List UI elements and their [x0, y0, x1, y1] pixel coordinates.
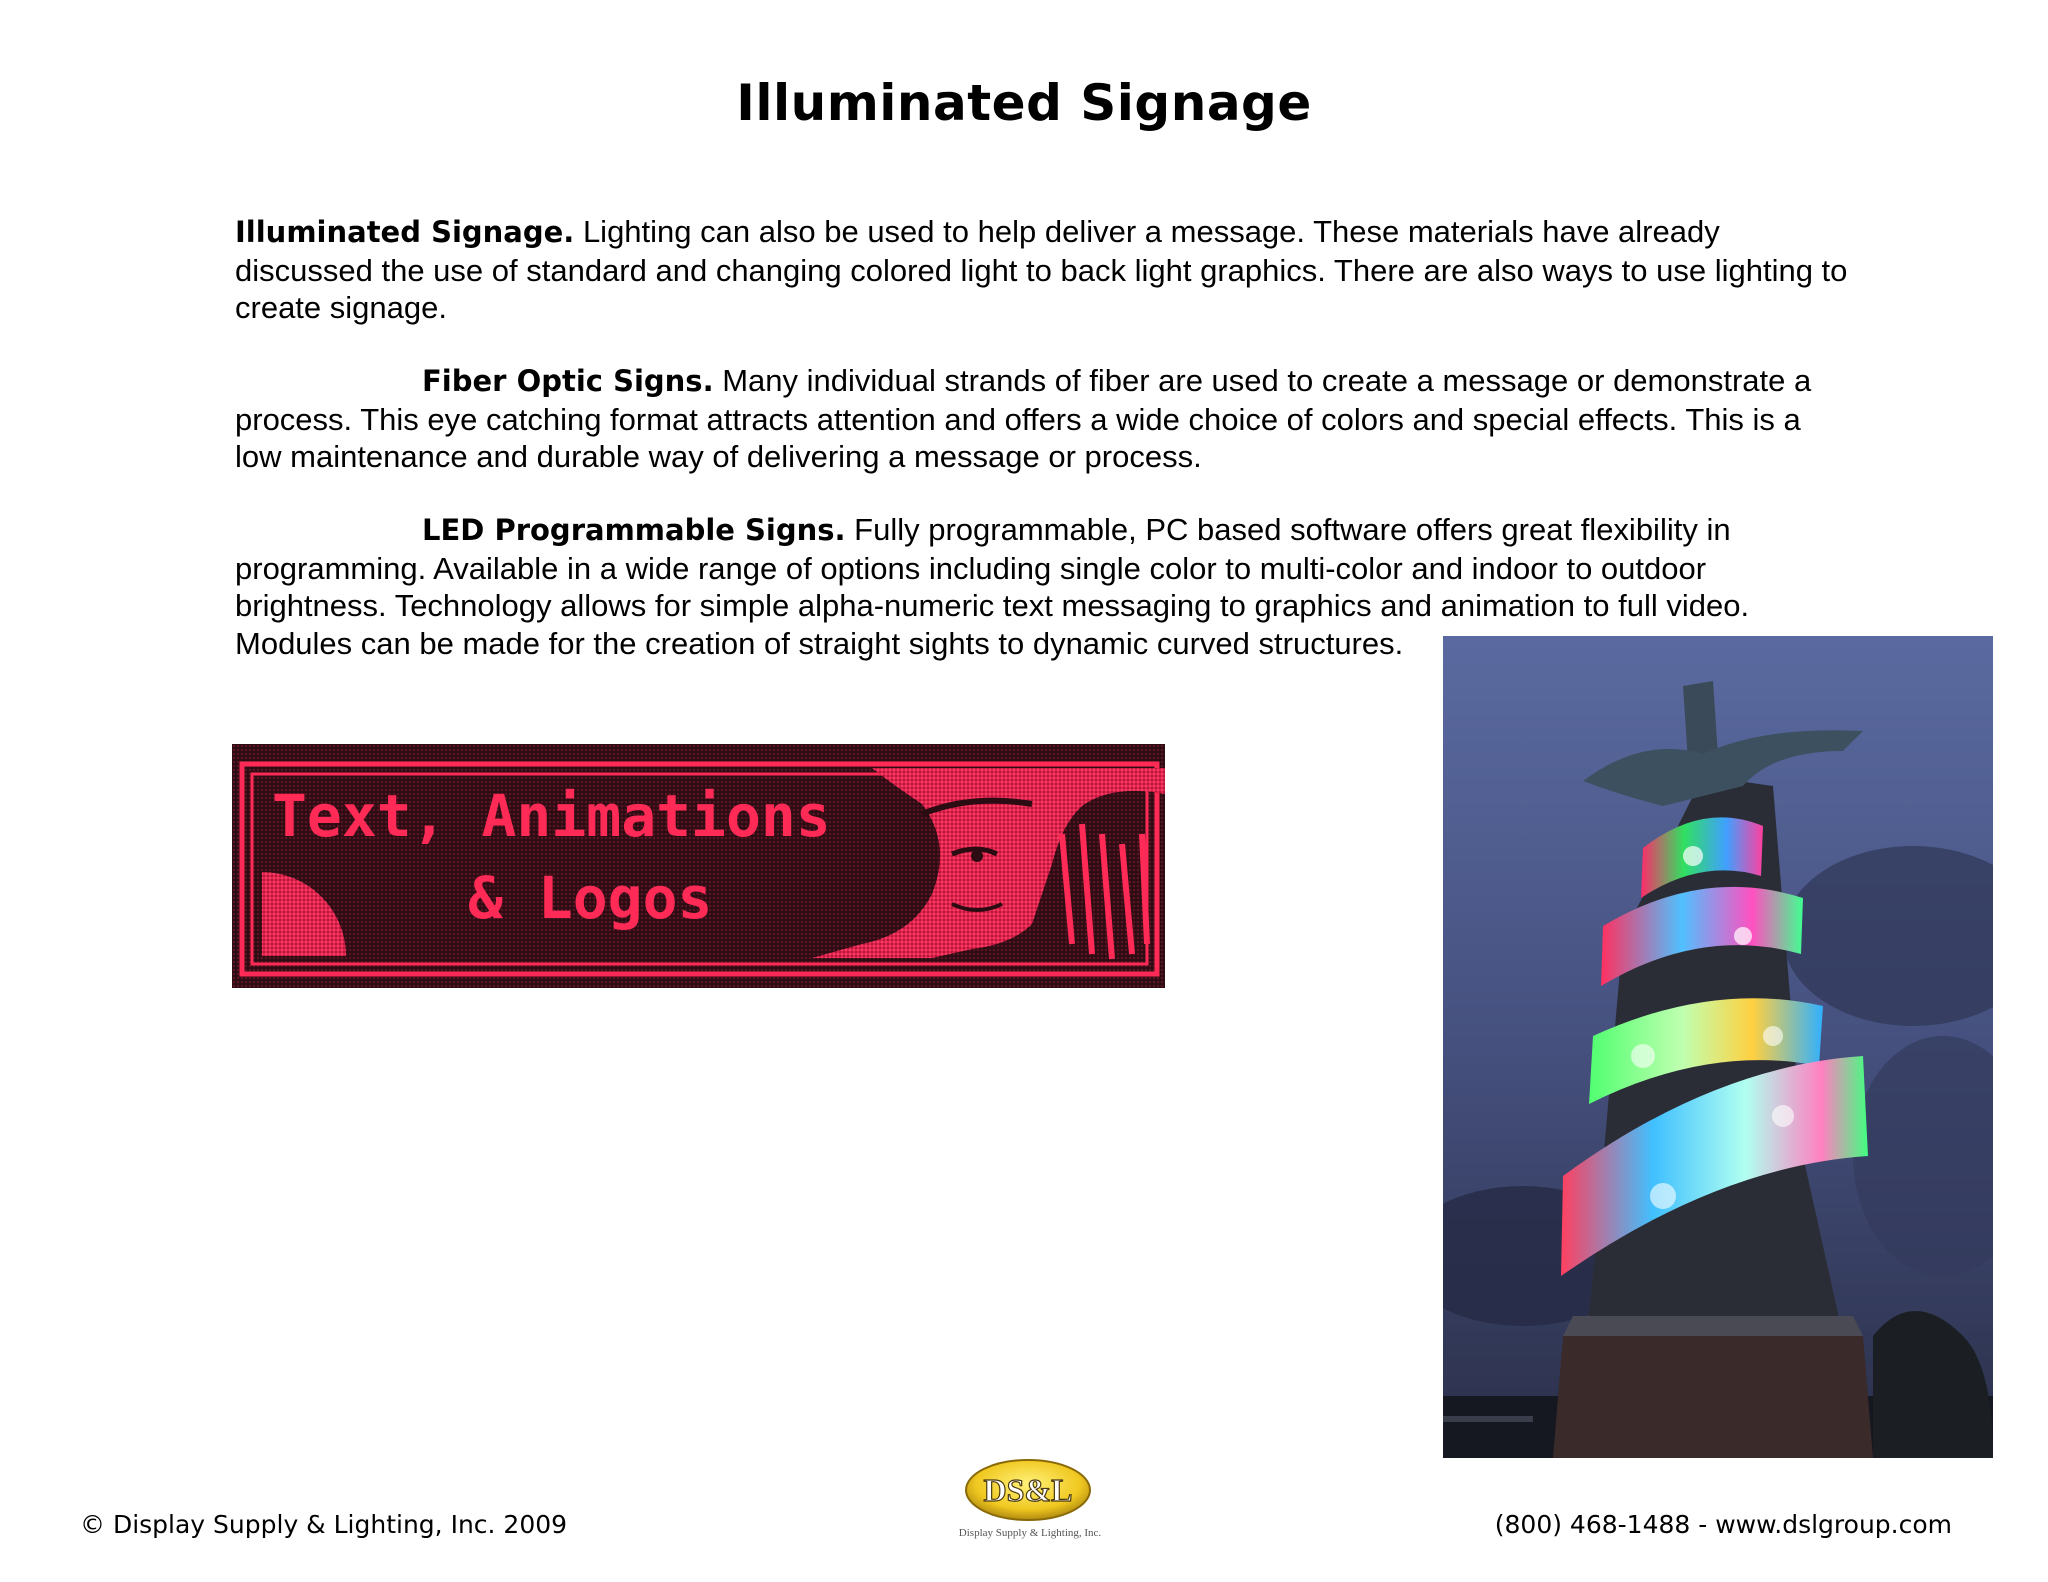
led-text: Fully programmable, PC based software offers great flexibility in programming. Available in a wide range of options including single color to multi-color and indoor to outdoor brightness. Technology allows for simple alpha-numeric text messaging to graphics and animation to full video. Modules can be made for the creation of straight sights to dynamic curved structures. — [235, 512, 1750, 661]
page-title: Illuminated Signage — [736, 74, 1312, 132]
led-lead: LED Programmable Signs. — [422, 513, 846, 547]
led-sign-line1: Text, Animations — [272, 782, 831, 850]
intro-paragraph — [235, 213, 1855, 327]
led-tower-photo — [1443, 636, 1993, 1458]
intro-text: Lighting can also be used to help deliver a message. These materials have already discussed the use of standard and changing colored light to back light graphics. There are also ways to use lighting to create signage. — [235, 214, 1848, 325]
dsl-logo — [940, 1458, 1120, 1542]
intro-lead: Illuminated Signage. — [235, 215, 575, 249]
contact-info: (800) 468-1488 - www.dslgroup.com — [1494, 1510, 1952, 1539]
copyright-notice: © Display Supply & Lighting, Inc. 2009 — [80, 1510, 568, 1539]
fiber-optic-paragraph — [235, 362, 1855, 476]
logo-text: DS&L — [983, 1472, 1073, 1508]
logo-subtext: Display Supply & Lighting, Inc. — [958, 1527, 1102, 1539]
fiber-optic-lead: Fiber Optic Signs. — [422, 364, 714, 398]
fiber-optic-text: Many individual strands of fiber are used to create a message or demonstrate a process. This eye catching format attracts attention and offers a wide choice of colors and special effects. This is a low maintenance and durable way of delivering a message or process. — [235, 363, 1812, 474]
led-sign-line2: & Logos — [468, 864, 713, 932]
led-sign-image — [232, 744, 1165, 988]
